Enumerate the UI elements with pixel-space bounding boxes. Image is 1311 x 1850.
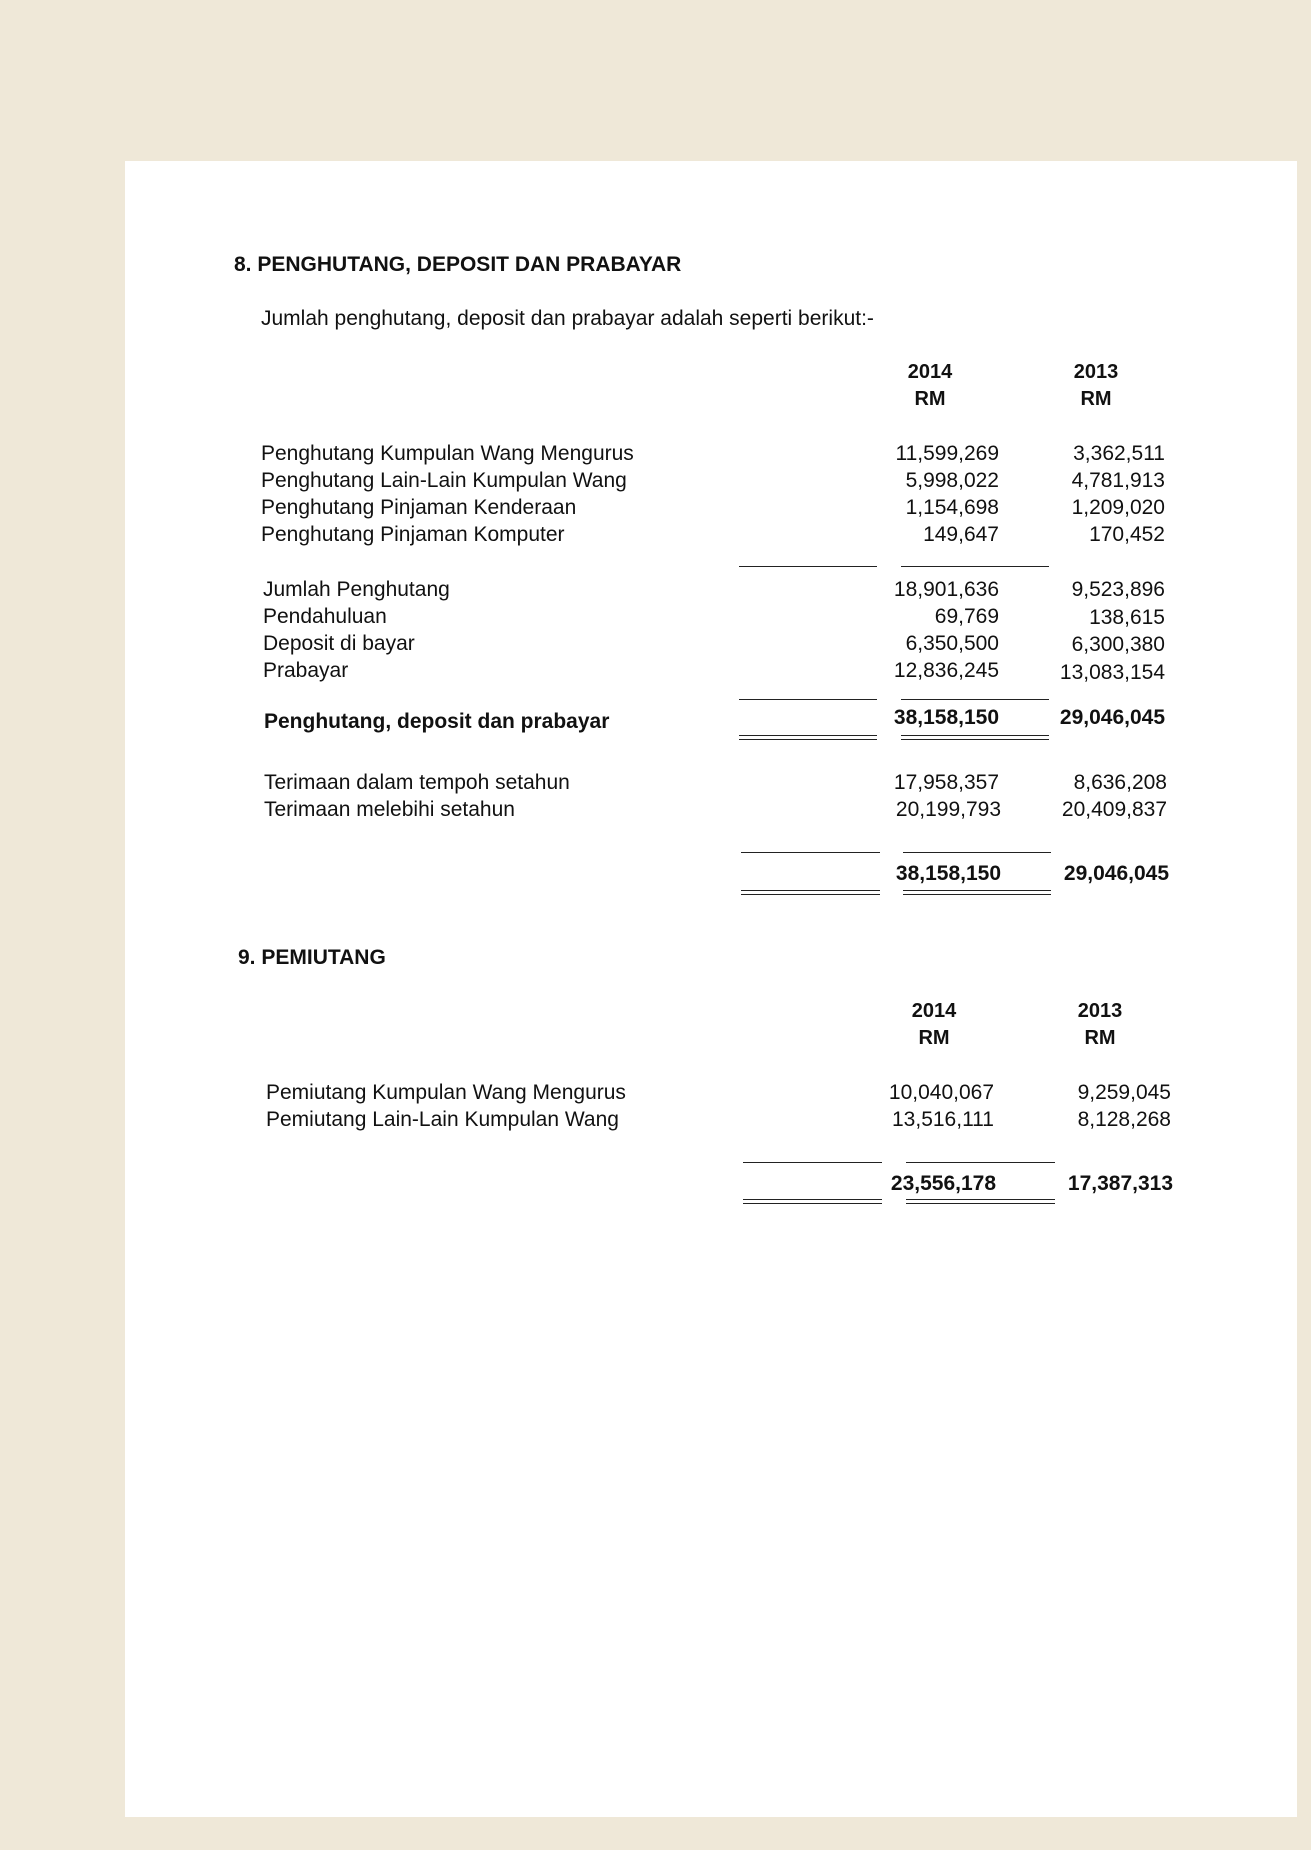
value-2014: 69,769	[934, 605, 999, 628]
row-label: Prabayar	[263, 659, 349, 682]
col-header-2014	[860, 359, 1000, 413]
col-header-year: 2014	[907, 361, 953, 383]
col-header-unit: RM	[1084, 1027, 1116, 1049]
value-2013: 3,362,511	[1073, 442, 1165, 465]
value-2014: 20,199,793	[895, 798, 1001, 821]
row-label: Pemiutang Kumpulan Wang Mengurus	[266, 1081, 626, 1104]
double-rule	[741, 890, 880, 895]
subtotal-rule	[739, 566, 877, 567]
subtotal-rule	[901, 566, 1049, 567]
value-2014: 149,647	[923, 523, 999, 546]
row-label: Penghutang Pinjaman Komputer	[261, 523, 565, 546]
double-rule	[903, 890, 1051, 895]
row-label: Penghutang Kumpulan Wang Mengurus	[261, 442, 634, 465]
double-rule	[739, 735, 877, 740]
section-9-title: 9. PEMIUTANG	[238, 946, 386, 969]
col-header-unit: RM	[918, 1027, 950, 1049]
total-2014: 38,158,150	[893, 706, 999, 729]
value-2014: 13,516,111	[892, 1108, 994, 1131]
value-2013: 8,636,208	[1073, 771, 1167, 794]
row-label: Jumlah Penghutang	[263, 578, 450, 601]
col-header-unit: RM	[1080, 388, 1112, 410]
value-2013: 1,209,020	[1071, 496, 1165, 519]
row-label: Penghutang Lain-Lain Kumpulan Wang	[261, 469, 627, 492]
subtotal-rule	[741, 852, 880, 853]
value-2013: 13,083,154	[1059, 661, 1165, 684]
subtotal-rule	[903, 852, 1051, 853]
row-label: Terimaan dalam tempoh setahun	[264, 771, 570, 794]
row-label: Deposit di bayar	[263, 632, 415, 655]
total-2013: 29,046,045	[1063, 862, 1169, 885]
subtotal-rule	[743, 1162, 882, 1163]
value-2014: 11,599,269	[895, 442, 999, 465]
section-8-intro: Jumlah penghutang, deposit dan prabayar adalah seperti berikut:-	[261, 307, 874, 330]
value-2014: 5,998,022	[905, 469, 999, 492]
total-2013: 17,387,313	[1067, 1172, 1173, 1195]
col-header-year: 2013	[1073, 361, 1119, 383]
total-2014: 38,158,150	[895, 862, 1001, 885]
value-2014: 18,901,636	[893, 578, 999, 601]
value-2014: 17,958,357	[893, 771, 999, 794]
double-rule	[901, 735, 1049, 740]
col-header-2013	[1030, 998, 1170, 1052]
total-2013: 29,046,045	[1059, 706, 1165, 729]
row-label: Terimaan melebihi setahun	[264, 798, 515, 821]
value-2013: 6,300,380	[1071, 633, 1165, 656]
document-page	[125, 161, 1297, 1817]
double-rule	[743, 1199, 882, 1204]
total-2014: 23,556,178	[890, 1172, 996, 1195]
total-rule	[901, 699, 1049, 700]
value-2013: 20,409,837	[1061, 798, 1167, 821]
subtotal-rule	[906, 1162, 1055, 1163]
col-header-year: 2014	[911, 1000, 957, 1022]
col-header-unit: RM	[914, 388, 946, 410]
value-2013: 8,128,268	[1077, 1108, 1171, 1131]
col-header-year: 2013	[1077, 1000, 1123, 1022]
value-2013: 9,523,896	[1071, 578, 1165, 601]
row-label: Pendahuluan	[263, 605, 387, 628]
section-8-title: 8. PENGHUTANG, DEPOSIT DAN PRABAYAR	[234, 253, 682, 276]
col-header-2013	[1026, 359, 1166, 413]
value-2014: 12,836,245	[893, 659, 999, 682]
row-label: Pemiutang Lain-Lain Kumpulan Wang	[266, 1108, 619, 1131]
value-2014: 6,350,500	[905, 632, 999, 655]
double-rule	[906, 1199, 1055, 1204]
value-2013: 138,615	[1089, 606, 1165, 629]
total-rule	[739, 699, 877, 700]
value-2014: 10,040,067	[888, 1081, 994, 1104]
col-header-2014	[864, 998, 1004, 1052]
value-2013: 170,452	[1089, 523, 1165, 546]
row-label: Penghutang Pinjaman Kenderaan	[261, 496, 577, 519]
total-label: Penghutang, deposit dan prabayar	[264, 710, 610, 733]
value-2014: 1,154,698	[905, 496, 999, 519]
value-2013: 9,259,045	[1077, 1081, 1171, 1104]
value-2013: 4,781,913	[1071, 469, 1165, 492]
